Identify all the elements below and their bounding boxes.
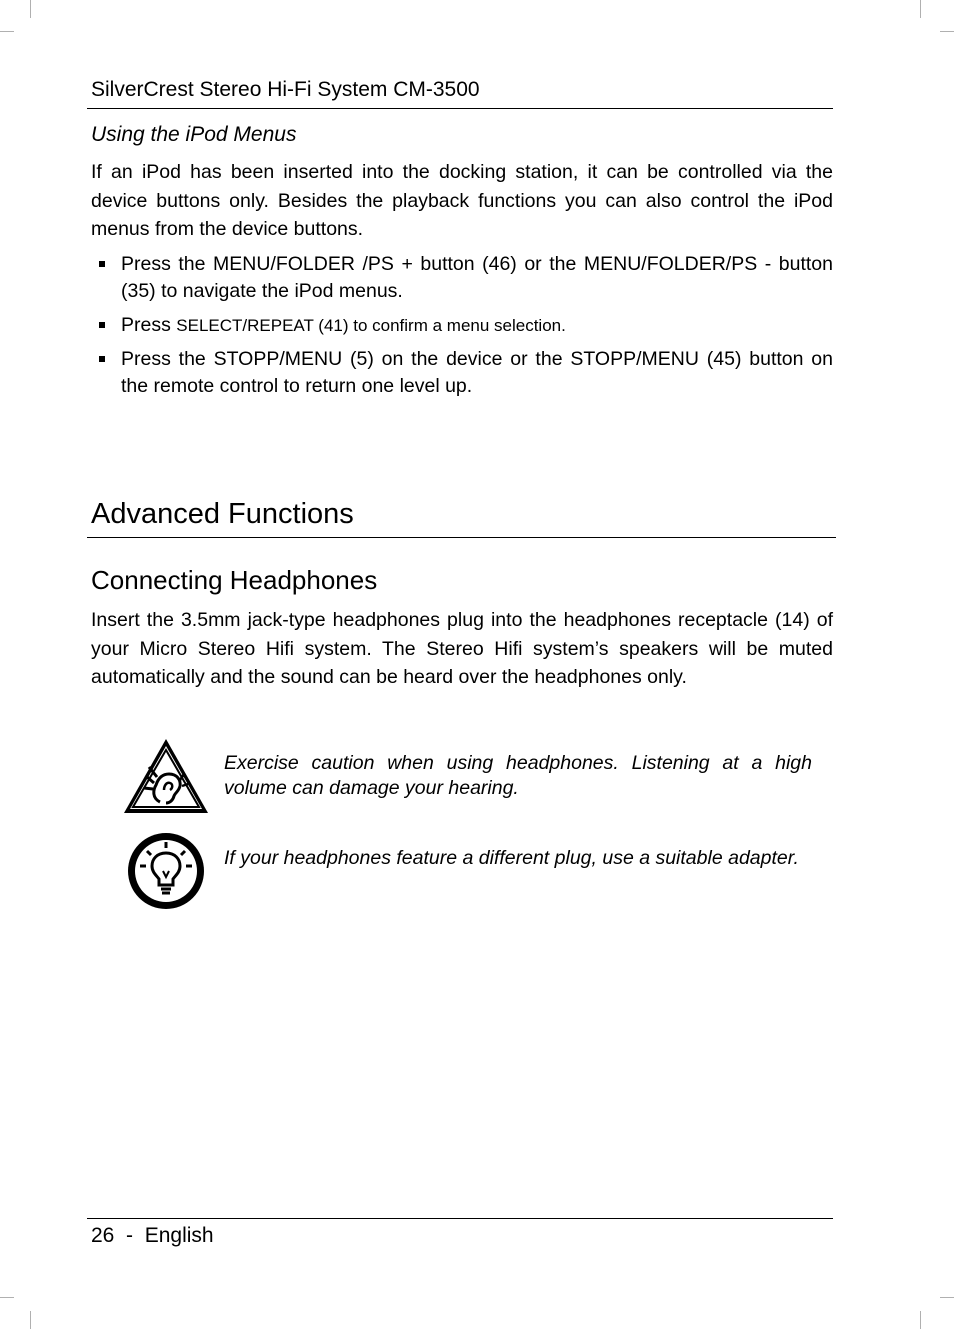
crop-mark [0,31,14,32]
bullet-marker [99,356,105,362]
ipod-intro-paragraph: If an iPod has been inserted into the docking station, it can be controlled via the device buttons only. Besides the playback functions you can also control the iPod menus from the device buttons. [91,161,833,240]
list-item-text [121,312,833,339]
crop-mark [30,1311,31,1329]
list-item [91,346,833,400]
tip-note: If your headphones feature a different plug, use a suitable adapter. [224,847,799,869]
list-item [91,251,833,305]
crop-mark [30,0,31,18]
list-item-text: Press the STOPP/MENU (5) on the device or the STOPP/MENU (45) button on the remote control to return one level up. [121,348,833,397]
list-item [91,312,833,339]
bullet-marker [99,261,105,267]
chapter-heading: Advanced Functions [91,498,354,530]
hearing-warning-icon [122,736,210,816]
header-rule [87,108,833,109]
crop-mark [940,31,954,32]
section-heading-headphones: Connecting Headphones [91,565,378,595]
crop-mark [920,0,921,18]
list-item-text: Press the MENU/FOLDER /PS + button (46) or the MENU/FOLDER/PS - button (35) to navigate the iPod menus. [121,253,833,302]
page-number: 26 [91,1224,115,1247]
crop-mark [940,1297,954,1298]
list-item-small-text: SELECT/REPEAT (41) to confirm a menu selection. [176,316,566,335]
crop-mark [0,1297,14,1298]
headphones-paragraph: Insert the 3.5mm jack-type headphones plug into the headphones receptacle (14) of your Micro Stereo Hifi system. The Stereo Hifi system’s speakers will be muted automatically and the sound can be heard over the headphones only. [91,609,833,688]
footer-rule [87,1218,833,1219]
warning-note: Exercise caution when using headphones. Listening at a high volume can damage your hearing. [224,752,812,799]
bullet-marker [99,322,105,328]
crop-mark [920,1311,921,1329]
page-footer [91,1223,214,1249]
lightbulb-tip-icon [125,831,207,911]
footer-separator: - [114,1224,145,1247]
chapter-rule [87,537,836,538]
list-item-lead: Press [121,314,177,336]
running-header: SilverCrest Stereo Hi-Fi System CM-3500 [91,78,480,101]
footer-language: English [144,1224,214,1247]
section-heading-ipod: Using the iPod Menus [91,123,297,146]
